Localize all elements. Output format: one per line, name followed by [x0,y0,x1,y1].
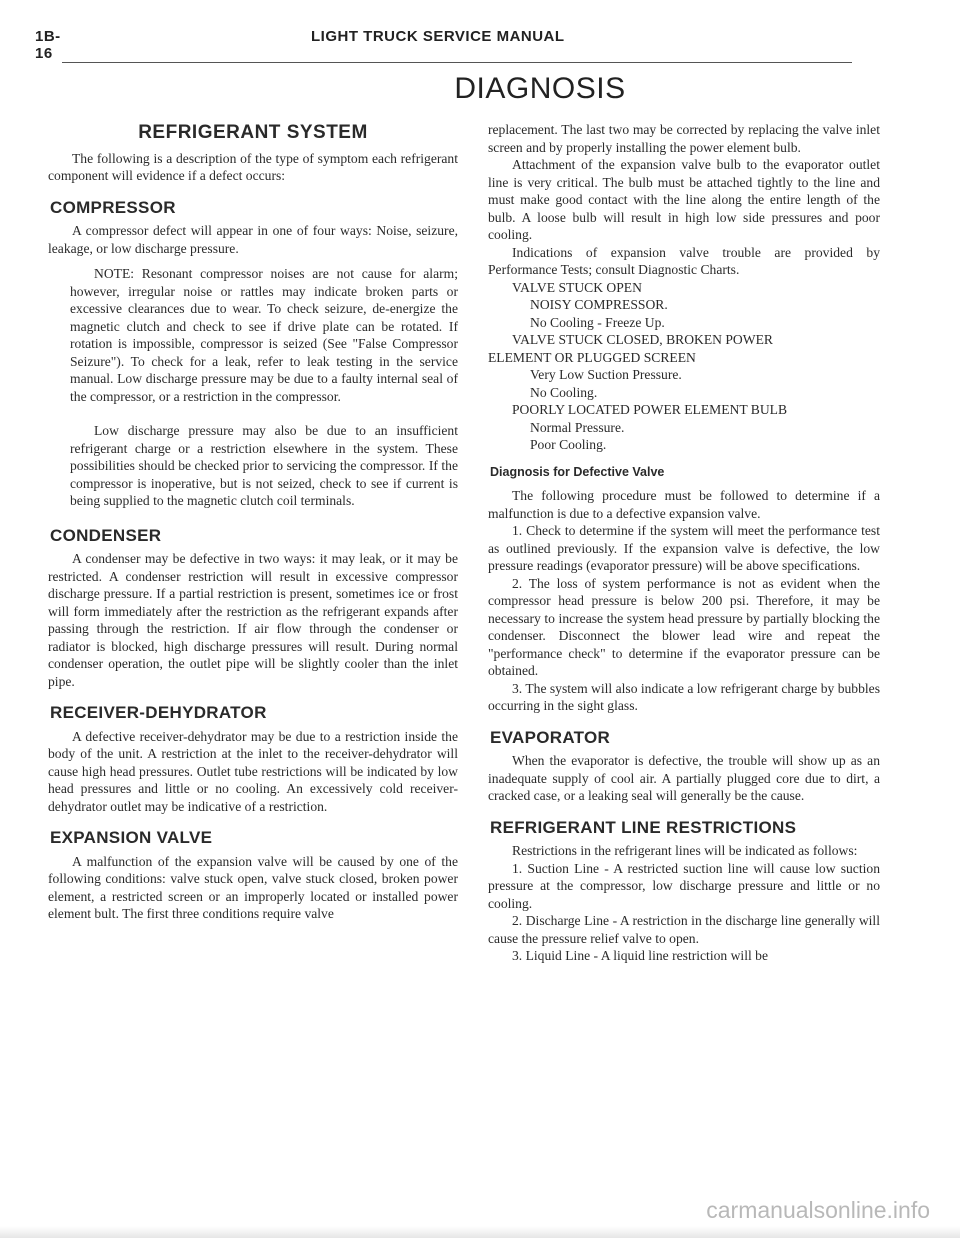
paragraph-diagnosis-procedure: The following procedure must be followed to determine if a malfunction is due to a defective expansion valve. [488,488,880,521]
list-noisy-compressor: NOISY COMPRESSOR. [530,297,668,312]
paragraph-bulb-attachment: Attachment of the expansion valve bulb to the evaporator outlet line is very critical. The bulb must be attached tightly to the line and must make good contact with the line along the entire length of the bulb. A loose bulb will result in high low side pressures and poor cooling. [488,157,880,242]
paragraph-compressor: A compressor defect will appear in one of four ways: Noise, seizure, leakage, or low discharge pressure. [48,223,458,256]
paragraph-diagnosis-step-2: 2. The loss of system performance is not as evident when the compressor head pressure is below 200 psi. Therefore, it may be necessary to increase the system head pressure by partially blocking the condenser. Disconnect the blower lead wire and repeat the "performance check" to determine if the evaporator pressure can be obtained. [488,575,880,678]
paragraph-replacement-continued: replacement. The last two may be corrected by replacing the valve inlet screen and by properly installing the power element bulb. [488,122,880,155]
list-valve-stuck-closed: VALVE STUCK CLOSED, BROKEN POWER [512,332,773,347]
paragraph-expansion-valve: A malfunction of the expansion valve will be caused by one of the following conditions: valve stuck open, valve stuck closed, broken power element, a restricted screen or an improperly located or installed power element bult. The first three conditions require valve [48,853,458,921]
page-title: DIAGNOSIS [454,72,626,105]
list-normal-pressure: Normal Pressure. [530,419,625,435]
watermark: carmanualsonline.info [706,1197,930,1223]
list-no-cooling: No Cooling. [530,384,598,400]
paragraph-refrigerant-intro: The following is a description of the type of symptom each refrigerant component will evidence if a defect occurs: [48,150,458,183]
paragraph-evaporator: When the evaporator is defective, the trouble will show up as an inadequate supply of cool air. A partially plugged core due to dirt, a cracked case, or a leaking seal will generally be the cause. [488,753,880,803]
heading-compressor: COMPRESSOR [50,197,176,217]
heading-receiver-dehydrator: RECEIVER-DEHYDRATOR [50,703,267,722]
heading-refrigerant-system: REFRIGERANT SYSTEM [138,122,368,143]
right-column [488,121,880,965]
paragraph-discharge-line: 2. Discharge Line - A restriction in the discharge line generally will cause the pressure relief valve to open. [488,913,880,946]
paragraph-receiver-dehydrator: A defective receiver-dehydrator may be due to a restriction inside the body of the unit. A restriction at the inlet to the receiver-dehydrator will cause high head pressures. Outlet tube restrictions will be indicated by low head pressures and little or no cooling. An excessively cold receiver-dehydrator outlet may be indicative of a restriction. [48,728,458,814]
heading-diagnosis-defective-valve: Diagnosis for Defective Valve [490,464,665,479]
page-number: 1B-16 [35,28,61,62]
paragraph-diagnosis-step-1: 1. Check to determine if the system will meet the performance test as outlined previously. If the expansion valve is defective, the low pressure readings (evaporator pressure) will be above specifications. [488,523,880,573]
paragraph-suction-line: 1. Suction Line - A restricted suction line will cause low suction pressure at the compressor, low discharge pressure and little or no cooling. [488,860,880,911]
heading-line-restrictions: REFRIGERANT LINE RESTRICTIONS [490,817,797,837]
compressor-note-block [70,265,458,510]
heading-condenser: CONDENSER [50,525,162,545]
paragraph-compressor-low-discharge: Low discharge pressure may also be due to an insufficient refrigerant charge or a restriction elsewhere in the system. These possibilities should be checked prior to servicing the compressor. If the compressor is inoperative, but is not seized, check to see if current is being supplied to the magnetic clutch coil terminals. [70,423,458,508]
paragraph-line-restrictions: Restrictions in the refrigerant lines will be indicated as follows: [512,843,858,858]
paragraph-indications: Indications of expansion valve trouble are provided by Performance Tests; consult Diagnostic Charts. [488,244,880,277]
header-rule [62,62,852,63]
paragraph-condenser: A condenser may be defective in two ways: it may leak, or it may be restricted. A condenser restriction will result in excessive compressor discharge pressure. If a partial restriction is present, sometimes ice or frost will form immediately after the restriction as the refrigerant expands after passing through the restriction. If air flow through the condenser or radiator is blocked, high discharge pressures will result. During normal condenser operation, the outlet pipe will be slightly cooler than the inlet pipe. [48,551,458,689]
list-poorly-located-bulb: POORLY LOCATED POWER ELEMENT BULB [512,402,788,417]
manual-title: LIGHT TRUCK SERVICE MANUAL [311,28,565,45]
page-bottom-edge [0,1226,960,1238]
left-column [48,118,458,923]
heading-evaporator: EVAPORATOR [490,727,611,747]
list-valve-stuck-open: VALVE STUCK OPEN [512,279,642,295]
paragraph-liquid-line: 3. Liquid Line - A liquid line restriction will be [512,948,768,963]
list-very-low-suction: Very Low Suction Pressure. [530,367,682,382]
list-poor-cooling: Poor Cooling. [530,437,607,452]
list-element-plugged-screen: ELEMENT OR PLUGGED SCREEN [488,349,696,365]
list-no-cooling-freeze: No Cooling - Freeze Up. [530,314,665,330]
paragraph-diagnosis-step-3: 3. The system will also indicate a low refrigerant charge by bubbles occurring in the sight glass. [488,680,880,713]
heading-expansion-valve: EXPANSION VALVE [50,828,213,847]
paragraph-compressor-note: NOTE: Resonant compressor noises are not cause for alarm; however, irregular noise or rattles may indicate broken parts or excessive clearances due to wear. To check seizure, de-energize the magnetic clutch and check to see if drive plate can be rotated. If rotation is impossible, compressor is seized (See "False Compressor Seizure"). To check for a leak, refer to leak testing in the service manual. Low discharge pressure may be due to a faulty internal seal of the compressor, or a restriction in the compressor. [70,266,458,404]
